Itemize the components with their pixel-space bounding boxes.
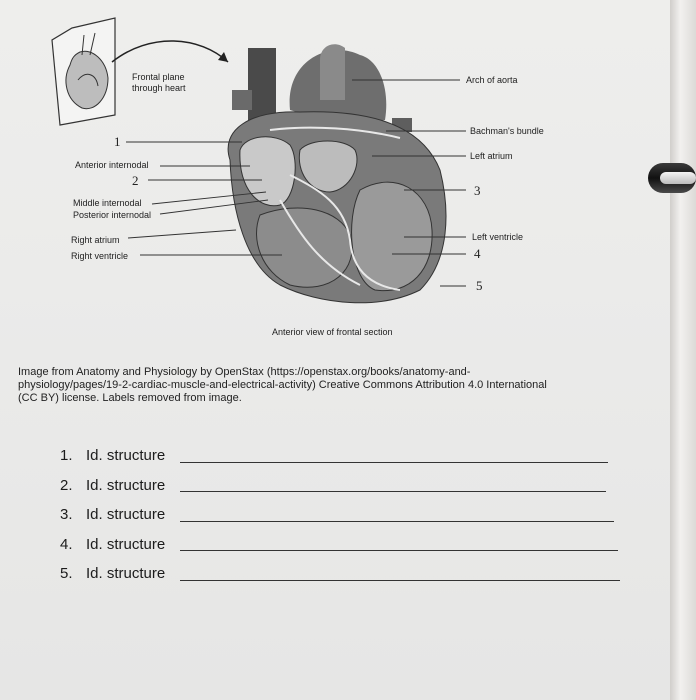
question-list bbox=[60, 447, 620, 595]
answer-line-5[interactable] bbox=[180, 580, 620, 581]
question-number: 3. bbox=[60, 506, 73, 523]
answer-line-1[interactable] bbox=[180, 462, 608, 463]
question-number: 1. bbox=[60, 447, 73, 464]
label-arch-of-aorta: Arch of aorta bbox=[466, 75, 518, 85]
question-number: 4. bbox=[60, 535, 73, 553]
image-credit: Image from Anatomy and Physiology by OpenStax (https://openstax.org/books/anatomy-and-physiology/pages/19-2-cardiac-muscle-and-electrical-activity) Creative Commons Attribution 4.0 International (CC BY) license. Labels removed from image. bbox=[18, 366, 547, 404]
question-text: Id. structure bbox=[86, 565, 166, 582]
question-item bbox=[60, 447, 620, 477]
label-bachmanns-bundle: Bachman's bundle bbox=[470, 126, 544, 136]
question-text: Id. structure bbox=[86, 476, 166, 494]
label-number-5: 5 bbox=[476, 278, 483, 293]
question-item bbox=[60, 536, 620, 566]
label-anterior-internodal: Anterior internodal bbox=[75, 160, 149, 170]
question-number: 5. bbox=[60, 565, 73, 582]
question-item bbox=[60, 565, 620, 595]
answer-line-2[interactable] bbox=[180, 491, 606, 492]
label-number-3: 3 bbox=[474, 183, 481, 198]
question-text: Id. structure bbox=[86, 447, 166, 464]
label-number-2: 2 bbox=[132, 173, 139, 188]
heart-illustration bbox=[228, 44, 446, 303]
answer-line-4[interactable] bbox=[180, 550, 618, 551]
question-item bbox=[60, 506, 620, 536]
binder-edge bbox=[670, 0, 696, 700]
inset-arrow bbox=[112, 41, 228, 62]
label-right-ventricle: Right ventricle bbox=[71, 251, 129, 261]
question-item bbox=[60, 477, 620, 507]
label-number-1: 1 bbox=[114, 134, 121, 149]
question-text: Id. structure bbox=[86, 506, 166, 523]
label-posterior-internodal: Posterior internodal bbox=[73, 210, 152, 220]
label-right-atrium: Right atrium bbox=[71, 235, 120, 245]
inset-label: Frontal plane through heart bbox=[132, 72, 186, 93]
label-left-ventricle: Left ventricle bbox=[472, 232, 524, 242]
figure-caption: Anterior view of frontal section bbox=[272, 327, 393, 337]
frontal-plane-inset bbox=[52, 18, 115, 125]
label-middle-internodal: Middle internodal bbox=[73, 198, 142, 208]
question-text: Id. structure bbox=[86, 535, 166, 553]
label-number-4: 4 bbox=[474, 246, 481, 261]
answer-line-3[interactable] bbox=[180, 521, 614, 522]
question-number: 2. bbox=[60, 476, 73, 494]
label-left-atrium: Left atrium bbox=[470, 151, 513, 161]
binder-ring bbox=[648, 163, 696, 193]
